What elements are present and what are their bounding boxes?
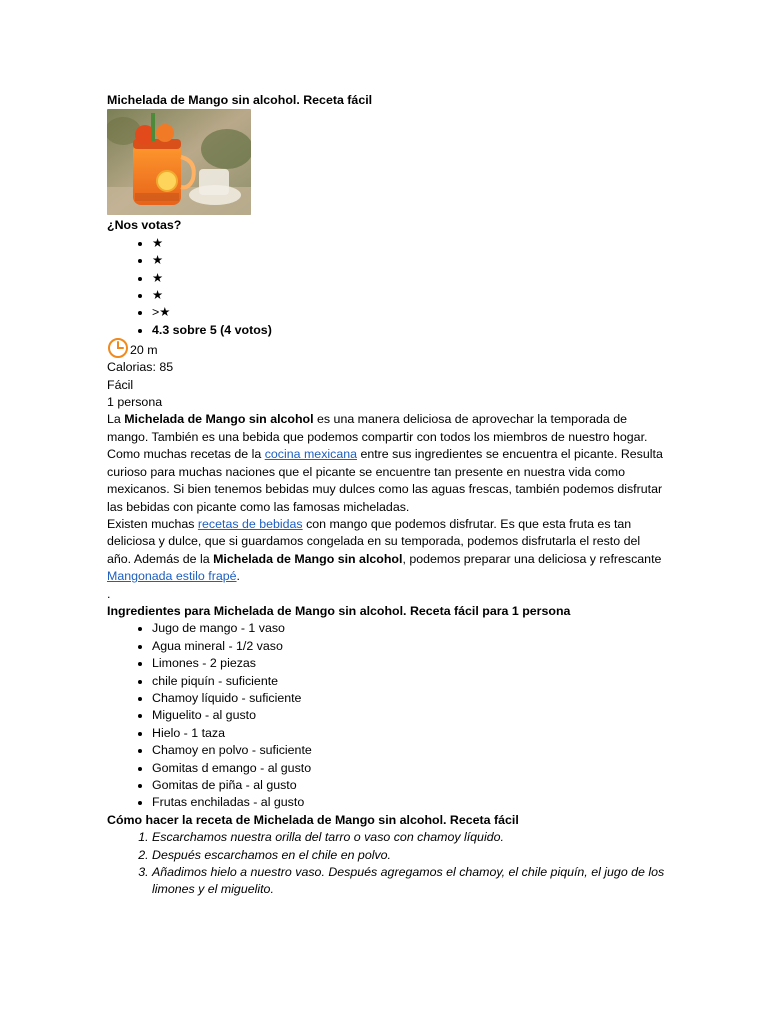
link-recetas-de-bebidas[interactable]: recetas de bebidas bbox=[197, 516, 303, 531]
step-item: 1. Escarchamos nuestra orilla del tarro o vaso con chamoy líquido. bbox=[152, 829, 667, 846]
star-icon: >★ bbox=[152, 305, 171, 320]
ingredient-item: • Miguelito - al gusto bbox=[152, 707, 667, 724]
rating-star-1[interactable] bbox=[152, 235, 667, 252]
steps-heading: Cómo hacer la receta de Michelada de Mango sin alcohol. Receta fácil bbox=[107, 812, 519, 827]
ingredient-item: • Limones - 2 piezas bbox=[152, 655, 667, 672]
ingredient-item: • Chamoy líquido - suficiente bbox=[152, 690, 667, 707]
ingredient-item: • Hielo - 1 taza bbox=[152, 725, 667, 742]
steps-list bbox=[107, 829, 667, 899]
ingredients-list bbox=[107, 620, 667, 811]
ingredient-item: • Frutas enchiladas - al gusto bbox=[152, 794, 667, 811]
ingredient-item: • Chamoy en polvo - suficiente bbox=[152, 742, 667, 759]
intro-paragraph-2: Existen muchas recetas de bebidas con mango que podemos disfrutar. Es que esta fruta es tan deliciosa y dulce, que si guardamos congelada en su temporada, podemos disfrutarla el resto del año. Además de la Michelada de Mango sin alcohol, podemos preparar una deliciosa y refrescante Mangonada estilo frapé. bbox=[107, 516, 662, 584]
rating-summary: • 4.3 sobre 5 (4 votos) bbox=[152, 322, 667, 339]
rating-star-4[interactable] bbox=[152, 287, 667, 304]
link-mangonada-frape[interactable]: Mangonada estilo frapé bbox=[107, 569, 237, 584]
step-item: 2. Después escarchamos en el chile en polvo. bbox=[152, 847, 667, 864]
recipe-photo bbox=[107, 109, 251, 215]
ingredient-item: • Gomitas de piña - al gusto bbox=[152, 777, 667, 794]
star-icon: ★ bbox=[152, 235, 164, 250]
calories: Calorias: 85 bbox=[107, 360, 174, 375]
page-title: Michelada de Mango sin alcohol. Receta fácil bbox=[107, 93, 373, 107]
ingredient-item: • Jugo de mango - 1 vaso bbox=[152, 620, 667, 637]
article-content bbox=[107, 92, 667, 899]
difficulty: Fácil bbox=[107, 377, 134, 392]
ingredient-item: • Agua mineral - 1/2 vaso bbox=[152, 638, 667, 655]
star-icon: ★ bbox=[152, 288, 164, 303]
ingredients-heading: Ingredientes para Michelada de Mango sin alcohol. Receta fácil para 1 persona bbox=[107, 603, 571, 618]
rating-star-3[interactable] bbox=[152, 270, 667, 287]
rating-star-2[interactable] bbox=[152, 252, 667, 269]
ingredient-item: • Gomitas d emango - al gusto bbox=[152, 760, 667, 777]
rating-star-5[interactable] bbox=[152, 304, 667, 321]
intro-paragraph-1: La Michelada de Mango sin alcohol es una manera deliciosa de aprovechar la temporada de mango. También es una bebida que podemos compartir con todos los miembros de nuestro hogar. Como muchas recetas de la cocina mexicana entre sus ingredientes se encuentra el picante. Resulta curioso para muchas naciones que el picante se encuentre tan presente en nuestra vida como mexicanos. Si bien tenemos bebidas muy dulces como las aguas frescas, también podemos disfrutar las bebidas con picante como las famosas micheladas. bbox=[107, 412, 663, 514]
ingredient-item: • chile piquín - suficiente bbox=[152, 673, 667, 690]
prep-time bbox=[107, 339, 667, 359]
vote-heading: ¿Nos votas? bbox=[107, 218, 182, 233]
star-icon: ★ bbox=[152, 253, 164, 268]
separator-dot: . bbox=[107, 586, 111, 601]
servings: 1 persona bbox=[107, 395, 163, 410]
intro-recipe-name: Michelada de Mango sin alcohol bbox=[124, 412, 314, 427]
star-icon: ★ bbox=[152, 270, 164, 285]
clock-icon bbox=[107, 337, 129, 359]
rating-list bbox=[107, 235, 667, 339]
step-item: 3. Añadimos hielo a nuestro vaso. Después agregamos el chamoy, el chile piquín, el jugo de los limones y el miguelito. bbox=[152, 864, 667, 899]
prep-time-value: 20 m bbox=[130, 342, 158, 357]
intro-recipe-name-2: Michelada de Mango sin alcohol bbox=[213, 551, 403, 566]
link-cocina-mexicana[interactable]: cocina mexicana bbox=[264, 447, 358, 462]
